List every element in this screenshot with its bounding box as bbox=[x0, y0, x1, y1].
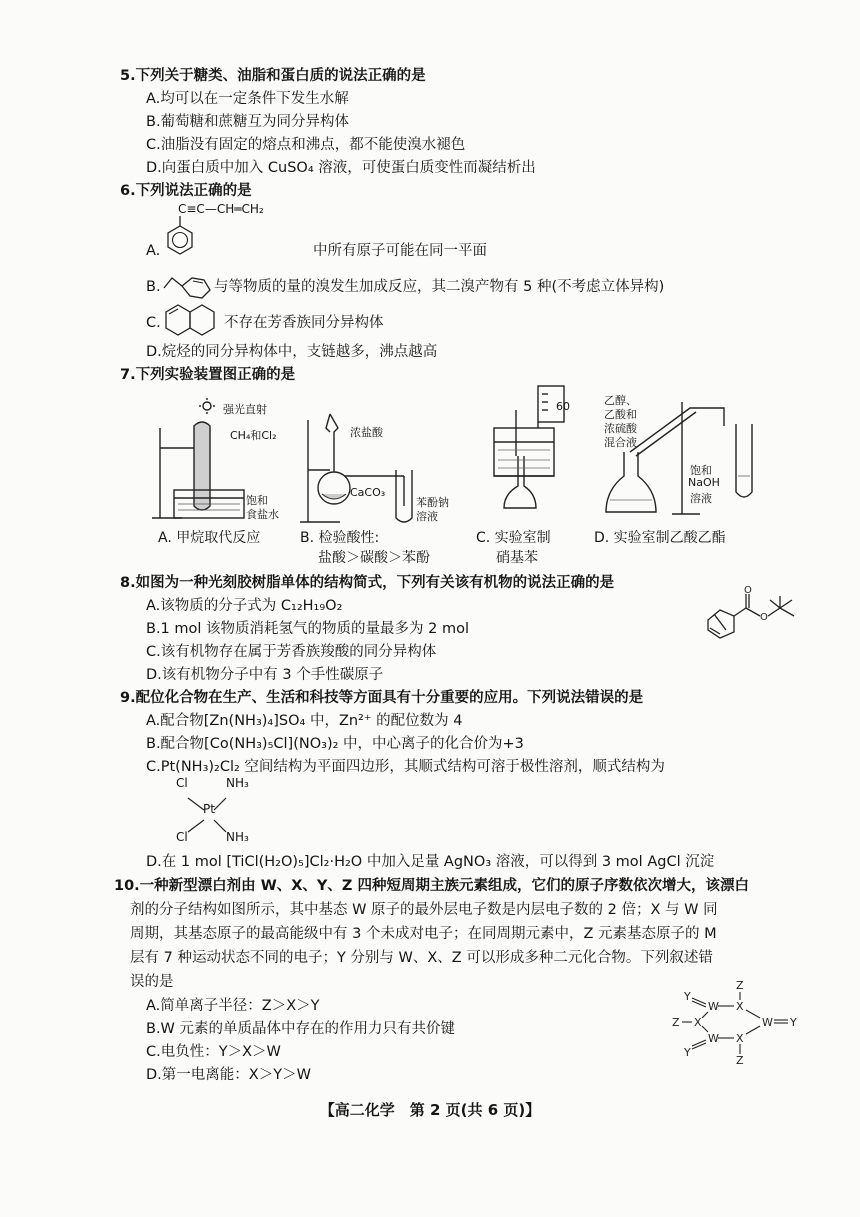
q7-a-label-light: 强光直射 bbox=[223, 403, 267, 416]
q7-d-label-2: 乙酸和 bbox=[604, 408, 637, 421]
q8-option-d: D.该有机物分子中有 3 个手性碳原子 bbox=[146, 667, 384, 683]
q6-option-b-label: B. bbox=[146, 279, 161, 295]
svg-text:W: W bbox=[708, 1032, 719, 1045]
svg-text:Z: Z bbox=[736, 1054, 744, 1067]
q8-stem: 8.如图为一种光刻胶树脂单体的结构简式，下列有关该有机物的说法正确的是 bbox=[120, 575, 615, 591]
q6-stem: 6.下列说法正确的是 bbox=[120, 183, 252, 199]
q7-b-label-caco3: CaCO₃ bbox=[350, 486, 386, 499]
q7-d-label-4: 混合液 bbox=[604, 436, 637, 449]
q9-option-c: C.Pt(NH₃)₂Cl₂ 空间结构为平面四边形，其顺式结构可溶于极性溶剂，顺式结构为 bbox=[146, 759, 665, 775]
q7-d-label-5: 饱和 bbox=[690, 464, 712, 477]
svg-text:X: X bbox=[694, 1016, 702, 1029]
svg-text:W: W bbox=[762, 1016, 773, 1029]
q6-option-c: 不存在芳香族同分异构体 bbox=[224, 315, 384, 331]
q7-b-caption-1: B. 检验酸性: bbox=[300, 530, 380, 546]
q6-option-a: 中所有原子可能在同一平面 bbox=[313, 243, 487, 259]
q7-c-thermometer-reading: 60 bbox=[556, 400, 570, 413]
q7-stem: 7.下列实验装置图正确的是 bbox=[120, 367, 296, 383]
q6-option-c-label: C. bbox=[146, 315, 161, 331]
q10-molecule-structure bbox=[664, 980, 804, 1066]
q6-option-a-label: A. bbox=[146, 243, 161, 259]
q7-b-label-solution: 溶液 bbox=[416, 510, 438, 523]
svg-text:O: O bbox=[744, 585, 752, 596]
q9-stem: 9.配位化合物在生产、生活和科技等方面具有十分重要的应用。下列说法错误的是 bbox=[120, 690, 644, 706]
q5-stem: 5.下列关于糖类、油脂和蛋白质的说法正确的是 bbox=[120, 68, 426, 84]
q7-a-caption: A. 甲烷取代反应 bbox=[158, 530, 261, 546]
q9-option-d: D.在 1 mol [TiCl(H₂O)₅]Cl₂·H₂O 中加入足量 AgNO₃ 溶液，可以得到 3 mol AgCl 沉淀 bbox=[146, 854, 715, 870]
q8-option-b: B.1 mol 该物质消耗氢气的物质的量最多为 2 mol bbox=[146, 621, 469, 637]
q8-option-c: C.该有机物存在属于芳香族羧酸的同分异构体 bbox=[146, 644, 437, 660]
q5-option-a: A.均可以在一定条件下发生水解 bbox=[146, 91, 349, 107]
q7-a-label-gas: CH₄和Cl₂ bbox=[230, 429, 277, 442]
q10-stem-1: 10.一种新型漂白剂由 W、X、Y、Z 四种短周期主族元素组成，它们的原子序数依次增大，该漂白 bbox=[114, 878, 749, 894]
svg-text:Z: Z bbox=[672, 1016, 680, 1029]
svg-text:Y: Y bbox=[684, 1046, 691, 1059]
q7-d-label-1: 乙醇、 bbox=[604, 394, 637, 407]
q5-option-c: C.油脂没有固定的熔点和沸点，都不能使溴水褪色 bbox=[146, 137, 466, 153]
q7-d-label-3: 浓硫酸 bbox=[604, 422, 637, 435]
q7-d-label-6: NaOH bbox=[688, 476, 720, 489]
svg-text:O: O bbox=[760, 612, 768, 623]
q6-a-chain-formula: C≡C—CH═CH₂ bbox=[178, 202, 264, 216]
q9-c-struct-nh3-bottom: NH₃ bbox=[226, 830, 249, 844]
q6-b-vinylcyclohexene bbox=[162, 272, 214, 302]
q10-stem-2: 剂的分子结构如图所示，其中基态 W 原子的最外层电子数是内层电子数的 2 倍；X 与 W 同 bbox=[130, 902, 718, 918]
svg-text:Y: Y bbox=[790, 1016, 797, 1029]
q6-c-naphthalene-skeleton bbox=[160, 302, 222, 344]
svg-text:X: X bbox=[736, 1032, 744, 1045]
q7-c-caption-2: 硝基苯 bbox=[496, 550, 538, 566]
q9-c-struct-pt: Pt bbox=[203, 802, 215, 816]
q10-stem-5: 误的是 bbox=[130, 974, 174, 990]
q8-option-a: A.该物质的分子式为 C₁₂H₁₉O₂ bbox=[146, 598, 343, 614]
q10-stem-4: 层有 7 种运动状态不同的电子；Y 分别与 W、X、Z 可以形成多种二元化合物。下列叙述错 bbox=[130, 950, 713, 966]
q7-c-caption-1: C. 实验室制 bbox=[476, 530, 551, 546]
q9-c-struct-cl-top: Cl bbox=[176, 776, 188, 790]
q9-option-b: B.配合物[Co(NH₃)₅Cl](NO₃)₂ 中，中心离子的化合价为+3 bbox=[146, 736, 524, 752]
q7-b-label-phenoxide: 苯酚钠 bbox=[416, 496, 449, 509]
q10-stem-3: 周期，其基态原子的最高能级中有 3 个未成对电子；在同周期元素中，Z 元素基态原子的 M bbox=[130, 926, 717, 942]
page-footer: 【高二化学 第 2 页(共 6 页)】 bbox=[319, 1101, 541, 1119]
svg-text:X: X bbox=[736, 1000, 744, 1013]
q7-a-label-saturated: 饱和 bbox=[246, 494, 268, 507]
q10-option-d: D.第一电离能：X＞Y＞W bbox=[146, 1067, 311, 1083]
q7-a-label-brine: 食盐水 bbox=[246, 508, 279, 521]
q5-option-b: B.葡萄糖和蔗糖互为同分异构体 bbox=[146, 114, 350, 130]
q7-d-label-7: 溶液 bbox=[690, 492, 712, 505]
q10-option-a: A.简单离子半径：Z＞X＞Y bbox=[146, 998, 320, 1014]
q9-option-a: A.配合物[Zn(NH₃)₄]SO₄ 中，Zn²⁺ 的配位数为 4 bbox=[146, 713, 463, 729]
q7-b-caption-2: 盐酸＞碳酸＞苯酚 bbox=[318, 550, 430, 566]
svg-text:Z: Z bbox=[736, 979, 744, 992]
q5-option-d: D.向蛋白质中加入 CuSO₄ 溶液，可使蛋白质变性而凝结析出 bbox=[146, 160, 536, 176]
svg-text:Y: Y bbox=[684, 990, 691, 1003]
q9-c-struct-cl-bottom: Cl bbox=[176, 830, 188, 844]
q10-option-b: B.W 元素的单质晶体中存在的作用力只有共价键 bbox=[146, 1021, 456, 1037]
q6-option-d: D.烷烃的同分异构体中，支链越多，沸点越高 bbox=[146, 344, 438, 360]
q6-option-b: 与等物质的量的溴发生加成反应，其二溴产物有 5 种(不考虑立体异构) bbox=[214, 279, 665, 295]
q9-c-struct-nh3-top: NH₃ bbox=[226, 776, 249, 790]
q7-d-caption: D. 实验室制乙酸乙酯 bbox=[594, 530, 726, 546]
q8-molecule-structure bbox=[700, 585, 810, 650]
svg-text:W: W bbox=[708, 1000, 719, 1013]
q7-b-label-hcl: 浓盐酸 bbox=[350, 426, 383, 439]
q6-a-benzene-ring bbox=[160, 216, 200, 268]
q10-option-c: C.电负性：Y＞X＞W bbox=[146, 1044, 281, 1060]
